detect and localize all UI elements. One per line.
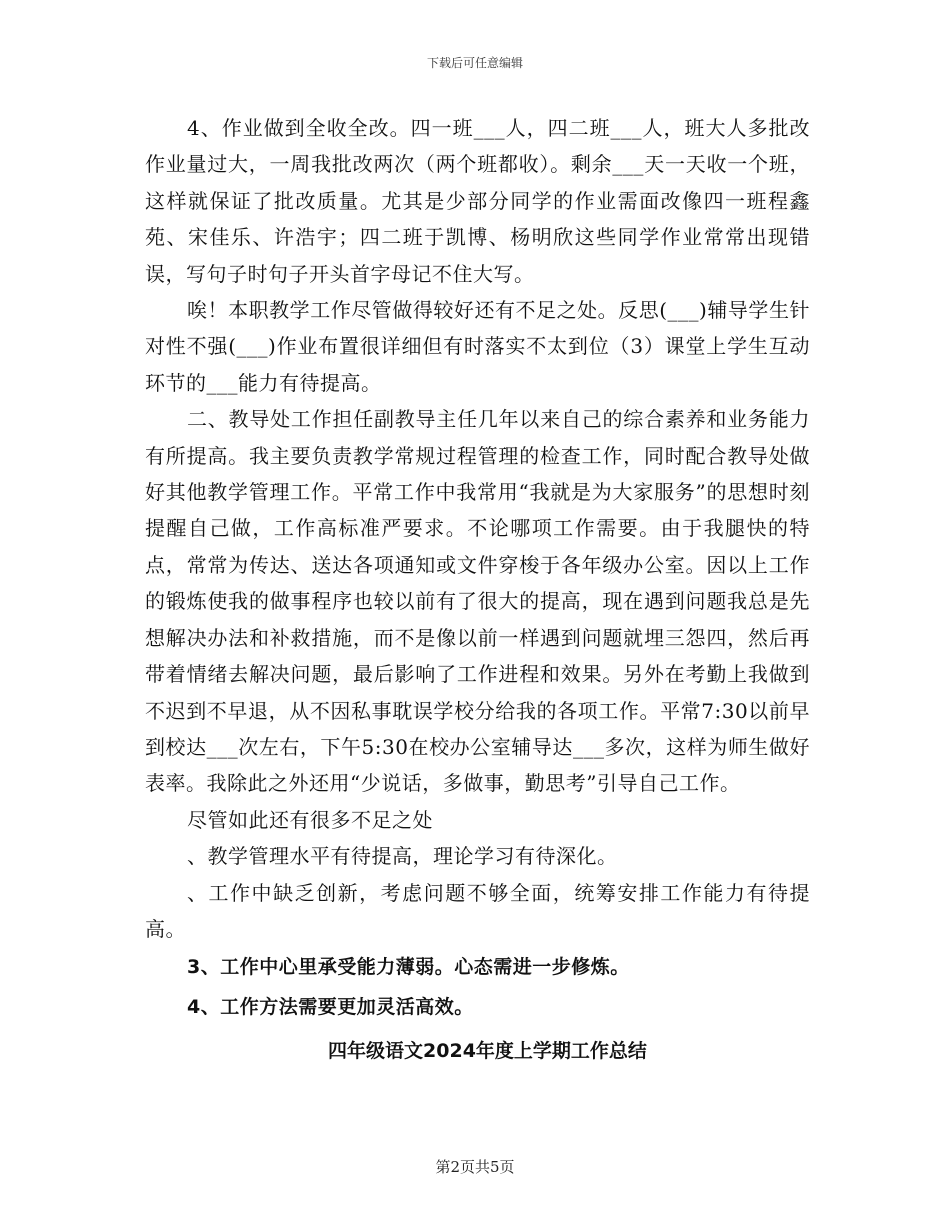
page-footer: 第2页共5页 xyxy=(435,1158,515,1176)
paragraph-shortcomings-intro: 尽管如此还有很多不足之处 xyxy=(187,807,433,832)
paragraph-shortcoming-2: 、工作中缺乏创新，考虑问题不够全面，统筹安排工作能力有待提高。 xyxy=(145,880,810,941)
paragraph-teaching-office: 二、教导处工作担任副教导主任几年以来自己的综合素养和业务能力有所提高。我主要负责教学常规过程管理的检查工作，同时配合教导处做好其他教学管理工作。平常工作中我常用“我就是为大家服务”的思想时刻提醒自己做，工作高标准严要求。不论哪项工作需要。由于我腿快的特点，常常为传达、送达各项通知或文件穿梭于各年级办公室。因以上工作的锻炼使我的做事程序也较以前有了很大的提高，现在遇到问题我总是先想解决办法和补救措施，而不是像以前一样遇到问题就埋三怨四，然后再带着情绪去解决问题，最后影响了工作进程和效果。另外在考勤上我做到不迟到不早退，从不因私事耽误学校分给我的各项工作。平常7:30以前早到校达___次左右，下午5:30在校办公室辅导达___多次，这样为师生做好表率。我除此之外还用“少说话，多做事，勤思考”引导自己工作。 xyxy=(145,407,810,796)
document-body xyxy=(145,110,810,1069)
bold-item-4: 4、工作方法需要更加灵活高效。 xyxy=(187,996,474,1019)
paragraph-homework: 4、作业做到全收全改。四一班___人，四二班___人，班大人多批改作业量过大，一周我批改两次（两个班都收）。剩余___天一天收一个班，这样就保证了批改质量。尤其是少部分同学的作业需面改像四一班程鑫苑、宋佳乐、许浩宇；四二班于凯博、杨明欣这些同学作业常常出现错误，写句子时句子开头首字母记不住大写。 xyxy=(145,116,810,286)
paragraph-shortcoming-1: 、教学管理水平有待提高，理论学习有待深化。 xyxy=(187,844,618,869)
page-header: 下载后可任意编辑 xyxy=(426,56,523,70)
next-section-title: 四年级语文2024年度上学期工作总结 xyxy=(328,1040,647,1063)
bold-item-3: 3、工作中心里承受能力薄弱。心态需进一步修炼。 xyxy=(187,956,630,979)
paragraph-reflection: 唉！本职教学工作尽管做得较好还有不足之处。反思(___)辅导学生针对性不强(___)作业布置很详细但有时落实不太到位（3）课堂上学生互动环节的___能力有待提高。 xyxy=(145,298,810,395)
